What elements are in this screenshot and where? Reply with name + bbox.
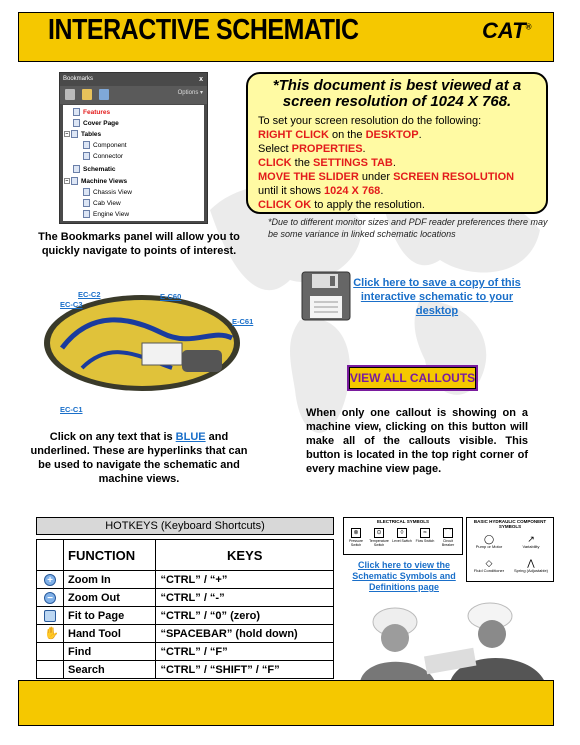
keys-cell: “CTRL” / “-” xyxy=(156,589,334,607)
collapse-icon[interactable]: − xyxy=(65,178,69,185)
notice-step-2: Select PROPERTIES. xyxy=(258,143,366,155)
save-copy-link[interactable]: Click here to save a copy of this interactive schematic to your desktop xyxy=(353,277,521,317)
bookmarks-list xyxy=(63,105,204,221)
fit-page-icon xyxy=(44,610,56,622)
engineers-photo xyxy=(340,600,550,682)
notice-body xyxy=(258,114,543,212)
hydraulic-symbols-title: BASIC HYDRAULIC COMPONENT SYMBOLS xyxy=(473,519,547,529)
bookmark-tables[interactable]: − Tables xyxy=(65,131,102,138)
table-row xyxy=(37,661,334,679)
function-cell: Zoom In xyxy=(64,571,156,589)
keys-cell: “SPACEBAR” (hold down) xyxy=(156,625,334,643)
table-row xyxy=(37,589,334,607)
new-bookmark-icon[interactable] xyxy=(82,89,92,100)
pump-symbol: ◯ Pump or Motor xyxy=(475,534,503,549)
bookmarks-panel xyxy=(59,72,208,224)
pressure-switch-symbol: ⊗ Pressure Switch xyxy=(348,530,363,547)
empty-icon-cell xyxy=(37,643,64,661)
bookmark-schematic[interactable]: Schematic xyxy=(73,165,116,174)
function-header: FUNCTION xyxy=(64,540,156,571)
notice-footnote: *Due to different monitor sizes and PDF reader preferences there may be some variance in linked schematic locations xyxy=(268,217,548,239)
keys-header: KEYS xyxy=(156,540,334,571)
table-row xyxy=(37,607,334,625)
zoom-out-icon: − xyxy=(44,592,56,604)
page-icon xyxy=(71,130,78,138)
page-icon xyxy=(83,210,90,218)
page-icon xyxy=(83,152,90,160)
electrical-symbols-thumbnail[interactable] xyxy=(343,517,463,555)
table-row xyxy=(37,625,334,643)
bookmark-machine-views[interactable]: − Machine Views xyxy=(65,178,128,185)
electrical-symbols-title: ELECTRICAL SYMBOLS xyxy=(377,519,429,524)
hyperlink-caption: Click on any text that is BLUE and underlined. These are hyperlinks that can be used to navigate the schematic and machine views. xyxy=(30,431,248,485)
bookmark-engine-view[interactable]: Engine View xyxy=(83,210,129,219)
page-title: INTERACTIVE SCHEMATIC xyxy=(48,14,359,46)
resolution-notice xyxy=(246,72,548,214)
callout-e-c60[interactable]: E-C60 xyxy=(160,292,182,301)
callout-ec-c2[interactable]: EC-C2 xyxy=(78,290,101,299)
zoom-in-icon: + xyxy=(44,574,56,586)
keys-cell: “CTRL” / “0” (zero) xyxy=(156,607,334,625)
hand-tool-icon: ✋ xyxy=(44,625,59,640)
flow-switch-symbol: ≈ Flow Switch xyxy=(415,530,435,543)
bookmarks-title: Bookmarks xyxy=(63,76,94,82)
function-cell: Hand Tool xyxy=(64,625,156,643)
hotkeys-icon-header xyxy=(37,540,64,571)
function-cell: Find xyxy=(64,643,156,661)
keys-cell: “CTRL” / “F” xyxy=(156,643,334,661)
trash-icon[interactable] xyxy=(65,89,75,100)
notice-step-5: until it shows 1024 X 768. xyxy=(258,185,384,197)
hotkeys-table xyxy=(36,539,334,679)
page-icon xyxy=(73,108,80,116)
cat-logo: CAT® xyxy=(482,18,532,43)
temperature-switch-symbol: ⊙ Temperature Switch xyxy=(369,530,389,547)
expand-bookmark-icon[interactable] xyxy=(99,89,109,100)
bookmark-cover-page[interactable]: Cover Page xyxy=(73,119,119,128)
notice-step-3: CLICK the SETTINGS TAB. xyxy=(258,157,396,169)
bookmark-connector[interactable]: Connector xyxy=(83,152,123,161)
hydraulic-symbols-thumbnail[interactable] xyxy=(466,517,554,582)
hotkeys-title: HOTKEYS (Keyboard Shortcuts) xyxy=(36,517,334,535)
bookmark-features[interactable]: Features xyxy=(73,108,110,117)
view-all-callouts-button[interactable]: VIEW ALL CALLOUTS xyxy=(347,365,478,391)
callout-ec-c3[interactable]: EC-C3 xyxy=(60,300,83,309)
bookmark-chassis-view[interactable]: Chassis View xyxy=(83,188,132,197)
page-icon xyxy=(83,188,90,196)
symbols-definitions-link[interactable]: Click here to view the Schematic Symbols and Definitions page xyxy=(352,560,456,592)
empty-icon-cell xyxy=(37,661,64,679)
notice-step-1: RIGHT CLICK on the DESKTOP. xyxy=(258,129,422,141)
spring-symbol: ⋀ Spring (Adjustable) xyxy=(513,558,549,573)
level-switch-symbol: ◊ Level Switch xyxy=(392,530,412,543)
page-icon xyxy=(73,165,80,173)
collapse-icon[interactable]: − xyxy=(65,131,69,138)
notice-step-4: MOVE THE SLIDER under SCREEN RESOLUTION xyxy=(258,171,515,183)
page-icon xyxy=(73,119,80,127)
close-icon[interactable]: x xyxy=(199,76,203,83)
page-icon xyxy=(83,199,90,207)
page-icon xyxy=(71,177,78,185)
keys-cell: “CTRL” / “+” xyxy=(156,571,334,589)
notice-intro: To set your screen resolution do the following: xyxy=(258,115,482,127)
notice-step-6: CLICK OK to apply the resolution. xyxy=(258,199,425,211)
fluid-conditioner-symbol: ◇ Fluid Conditioner xyxy=(473,558,505,573)
bookmarks-toolbar xyxy=(60,86,207,104)
function-cell: Search xyxy=(64,661,156,679)
bookmark-cab-view[interactable]: Cab View xyxy=(83,199,121,208)
bookmarks-caption: The Bookmarks panel will allow you to quickly navigate to points of interest. xyxy=(38,231,240,257)
table-row xyxy=(37,571,334,589)
blue-link-example: BLUE xyxy=(175,431,206,443)
floppy-disk-icon[interactable] xyxy=(300,270,352,322)
callout-ec-c1[interactable]: EC-C1 xyxy=(60,405,83,414)
bookmark-component[interactable]: Component xyxy=(83,141,127,150)
variability-symbol: ↗ Variability xyxy=(522,534,540,549)
callout-e-c61[interactable]: E-C61 xyxy=(232,317,254,326)
page-icon xyxy=(83,141,90,149)
keys-cell: “CTRL” / “SHIFT” / “F” xyxy=(156,661,334,679)
footer-bar xyxy=(18,680,554,726)
function-cell: Zoom Out xyxy=(64,589,156,607)
circuit-breaker-symbol: ⌒ Circuit Breaker xyxy=(441,530,455,547)
options-menu[interactable]: Options ▾ xyxy=(177,90,203,96)
hotkeys-header-row xyxy=(37,540,334,571)
table-row xyxy=(37,643,334,661)
view-all-callouts-caption: When only one callout is showing on a machine view, clicking on this button will make all of the callouts visible. This button is located in the top right corner of every machine view page. xyxy=(306,407,528,475)
function-cell: Fit to Page xyxy=(64,607,156,625)
notice-heading: *This document is best viewed at a screen resolution of 1024 X 768. xyxy=(272,77,522,110)
